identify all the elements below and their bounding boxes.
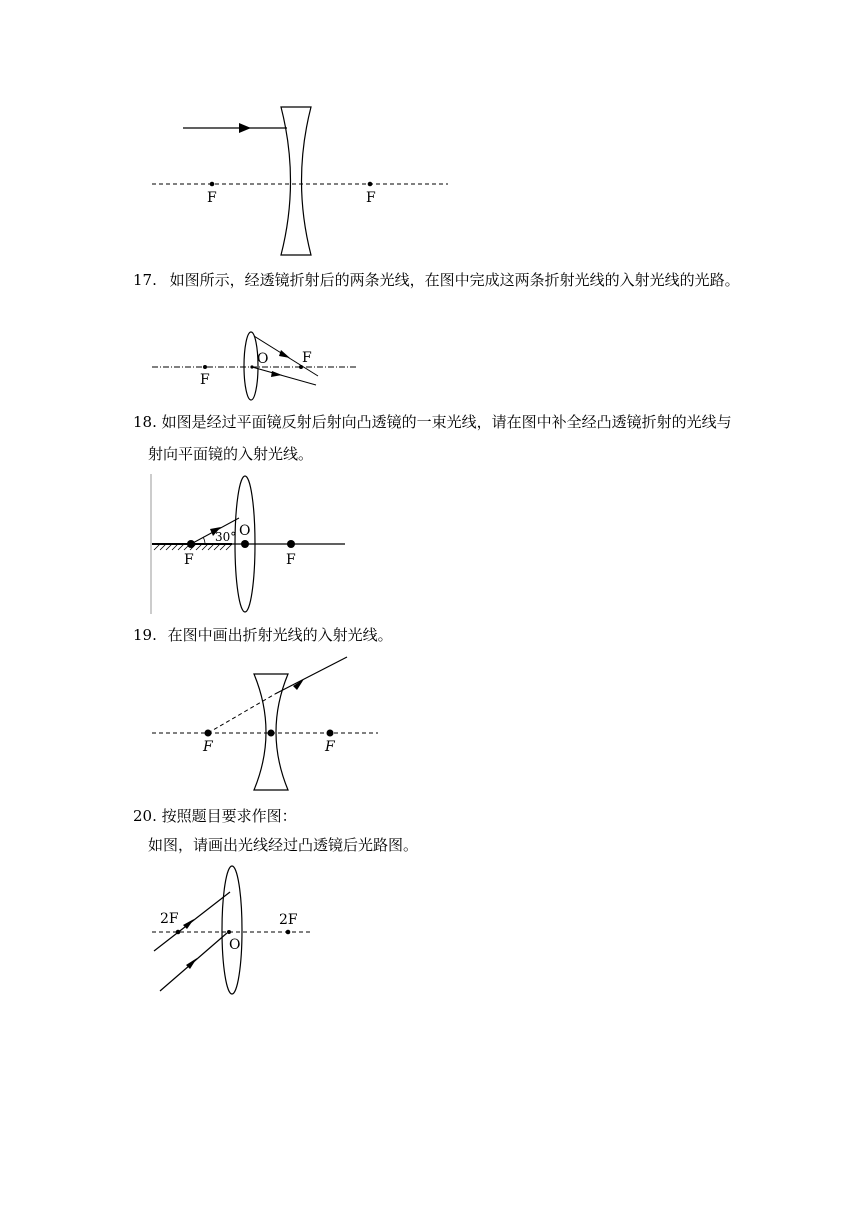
focus-label-left: F <box>207 190 217 206</box>
figure-17-diagram <box>152 332 356 400</box>
refracted-ray <box>275 657 347 694</box>
question-number: 19. <box>133 626 157 644</box>
angle-arc <box>203 537 205 544</box>
optical-center <box>250 365 253 368</box>
question-text: 如图所示，经透镜折射后的两条光线，在图中完成这两条折射光线的入射光线的光路。 <box>169 271 740 289</box>
figure-19-diagram <box>152 657 378 790</box>
angle-label: 30° <box>215 530 237 544</box>
convex-lens <box>222 866 242 994</box>
double-focal-point-right <box>286 930 291 935</box>
center-label: O <box>239 523 251 539</box>
question-text: 如图是经过平面镜反射后射向凸透镜的一束光线，请在图中补全经凸透镜折射的光线与 <box>161 413 732 431</box>
optical-center <box>241 540 249 548</box>
focus-label-left: F <box>184 552 194 568</box>
focal-point-left <box>210 182 215 187</box>
refracted-ray-2 <box>252 367 316 385</box>
focus-label-right: F <box>325 739 335 755</box>
focal-point-right <box>287 540 295 548</box>
figure-20-diagram <box>152 866 312 994</box>
focal-point-right <box>368 182 373 187</box>
center-label: O <box>257 351 269 367</box>
question-text: 按照题目要求作图： <box>161 807 297 825</box>
question-number: 18. <box>133 413 157 431</box>
focus-label-right: F <box>366 190 376 206</box>
double-focus-label-left: 2F <box>160 911 179 927</box>
focal-point-left <box>203 365 207 369</box>
question-18-line-2: 射向平面镜的入射光线。 <box>148 445 314 463</box>
focus-label-left: F <box>200 372 210 388</box>
question-number: 17. <box>133 271 157 289</box>
focal-point-right <box>327 730 334 737</box>
question-number: 20. <box>133 807 157 825</box>
focus-label-left: F <box>203 739 213 755</box>
focus-label-right: F <box>286 552 296 568</box>
optical-center <box>268 730 275 737</box>
question-text: 在图中画出折射光线的入射光线。 <box>167 626 393 644</box>
double-focal-point-left <box>176 930 181 935</box>
focal-point-left <box>205 730 212 737</box>
ray-arrow-1 <box>279 350 290 358</box>
question-20-line-2: 如图，请画出光线经过凸透镜后光路图。 <box>148 836 419 854</box>
focal-point-left <box>187 540 195 548</box>
ray-arrow-2 <box>271 371 282 377</box>
optical-center <box>227 930 231 934</box>
ray-arrow <box>239 123 251 133</box>
center-label: O <box>229 937 241 953</box>
figure-18-diagram <box>151 474 345 614</box>
double-focus-label-right: 2F <box>279 912 298 928</box>
concave-lens <box>281 107 311 255</box>
figure-16-diagram <box>152 107 448 255</box>
focus-label-right: F <box>302 350 312 366</box>
